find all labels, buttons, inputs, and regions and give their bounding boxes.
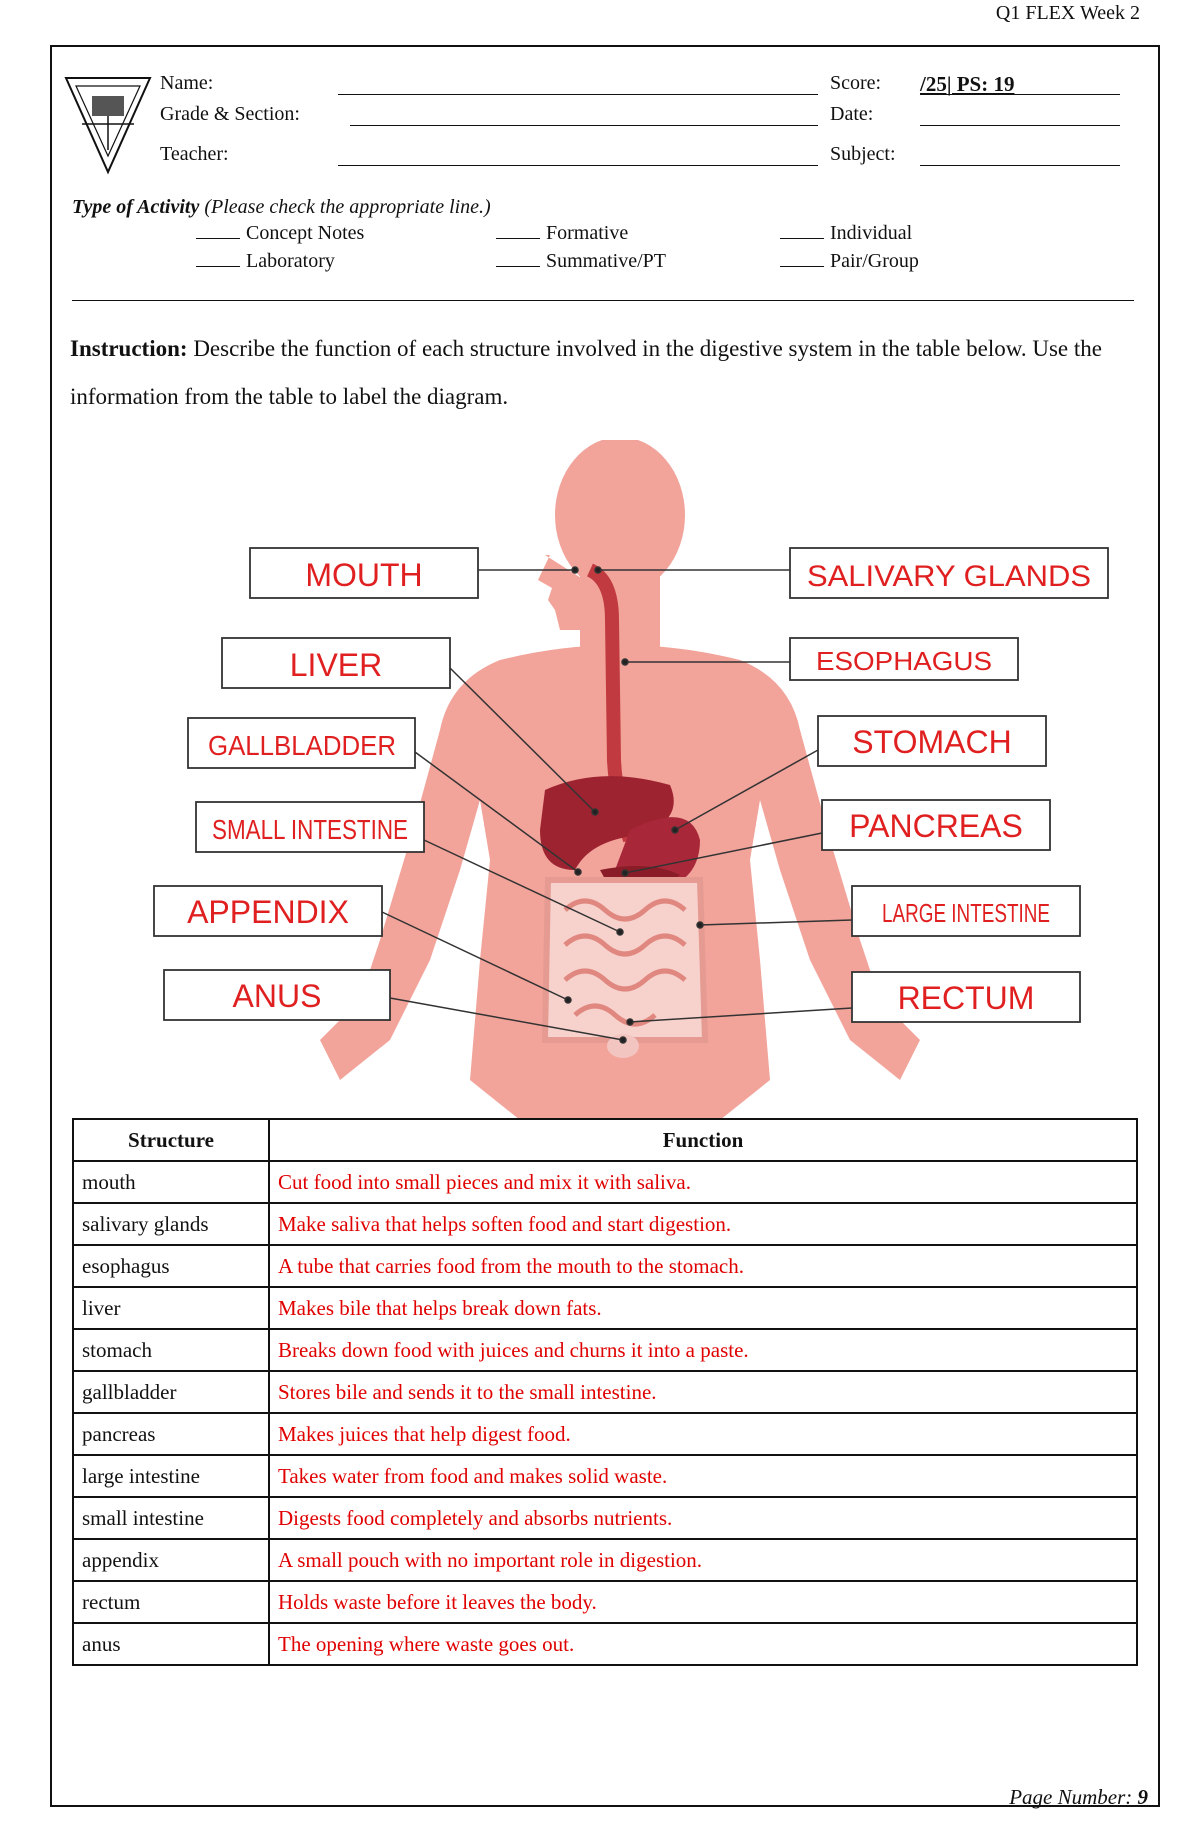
structure-column-header: Structure: [73, 1119, 269, 1161]
esophagus-label: ESOPHAGUS: [816, 646, 992, 676]
score-field[interactable]: [920, 94, 1120, 95]
function-column-header: Function: [269, 1119, 1137, 1161]
function-table: [72, 1118, 1138, 1666]
function-cell: The opening where waste goes out.: [269, 1623, 1137, 1665]
structure-cell: appendix: [73, 1539, 269, 1581]
table-row: [73, 1161, 1137, 1203]
function-cell: Digests food completely and absorbs nutrients.: [269, 1497, 1137, 1539]
grade-section-field[interactable]: [350, 125, 818, 126]
appendix-label: APPENDIX: [187, 894, 349, 930]
table-row: [73, 1497, 1137, 1539]
table-row: [73, 1329, 1137, 1371]
option-summative[interactable]: Summative/PT: [496, 250, 666, 273]
function-cell: Make saliva that helps soften food and start digestion.: [269, 1203, 1137, 1245]
structure-cell: salivary glands: [73, 1203, 269, 1245]
function-cell: Breaks down food with juices and churns it into a paste.: [269, 1329, 1137, 1371]
option-formative[interactable]: Formative: [496, 222, 628, 245]
name-label: Name:: [160, 72, 214, 94]
date-field[interactable]: [920, 125, 1120, 126]
liver-label: LIVER: [289, 647, 383, 683]
instruction-text: Instruction: Describe the function of each structure involved in the digestive system in the table below. Use the information from the table to label the diagram.: [70, 336, 1102, 409]
teacher-label: Teacher:: [160, 143, 229, 165]
structure-cell: rectum: [73, 1581, 269, 1623]
structure-cell: large intestine: [73, 1455, 269, 1497]
salivary-glands-label: SALIVARY GLANDS: [807, 560, 1091, 593]
school-logo: [62, 74, 154, 176]
section-divider: [72, 300, 1134, 301]
structure-cell: stomach: [73, 1329, 269, 1371]
anus-label: ANUS: [232, 978, 322, 1014]
structure-cell: mouth: [73, 1161, 269, 1203]
digestive-system-diagram: [0, 440, 1200, 1120]
function-cell: A tube that carries food from the mouth to the stomach.: [269, 1245, 1137, 1287]
pancreas-label: PANCREAS: [849, 808, 1023, 844]
page-number: Page Number: 9: [1009, 1785, 1148, 1809]
name-field[interactable]: [338, 94, 818, 95]
table-row: [73, 1455, 1137, 1497]
table-row: [73, 1287, 1137, 1329]
score-label: Score:: [830, 72, 882, 94]
function-cell: Takes water from food and makes solid waste.: [269, 1455, 1137, 1497]
score-value: /25| PS: 19: [920, 72, 1015, 96]
option-laboratory[interactable]: Laboratory: [196, 250, 335, 273]
structure-cell: anus: [73, 1623, 269, 1665]
table-row: [73, 1581, 1137, 1623]
structure-cell: esophagus: [73, 1245, 269, 1287]
intestines-shape: [545, 880, 705, 1058]
option-concept-notes[interactable]: Concept Notes: [196, 222, 364, 245]
teacher-field[interactable]: [338, 165, 818, 166]
week-header: Q1 FLEX Week 2: [995, 2, 1140, 24]
rectum-label: RECTUM: [897, 980, 1035, 1016]
table-row: [73, 1203, 1137, 1245]
large-intestine-label: LARGE INTESTINE: [882, 898, 1050, 928]
structure-cell: gallbladder: [73, 1371, 269, 1413]
function-cell: A small pouch with no important role in digestion.: [269, 1539, 1137, 1581]
table-header-row: [73, 1119, 1137, 1161]
small-intestine-label: SMALL INTESTINE: [212, 814, 408, 845]
structure-cell: pancreas: [73, 1413, 269, 1455]
option-individual[interactable]: Individual: [780, 222, 912, 245]
function-cell: Makes juices that help digest food.: [269, 1413, 1137, 1455]
grade-section-label: Grade & Section:: [160, 103, 300, 125]
subject-field[interactable]: [920, 165, 1120, 166]
gallbladder-label: GALLBLADDER: [208, 730, 396, 761]
option-pair-group[interactable]: Pair/Group: [780, 250, 919, 273]
stomach-label: STOMACH: [852, 724, 1012, 760]
structure-cell: liver: [73, 1287, 269, 1329]
table-row: [73, 1539, 1137, 1581]
function-cell: Stores bile and sends it to the small intestine.: [269, 1371, 1137, 1413]
structure-cell: small intestine: [73, 1497, 269, 1539]
table-row: [73, 1245, 1137, 1287]
function-cell: Cut food into small pieces and mix it with saliva.: [269, 1161, 1137, 1203]
table-row: [73, 1413, 1137, 1455]
mouth-label: MOUTH: [305, 557, 423, 593]
date-label: Date:: [830, 103, 874, 125]
subject-label: Subject:: [830, 143, 896, 165]
activity-type-title: Type of Activity (Please check the appropriate line.): [72, 196, 491, 218]
table-row: [73, 1371, 1137, 1413]
table-row: [73, 1623, 1137, 1665]
function-cell: Makes bile that helps break down fats.: [269, 1287, 1137, 1329]
function-cell: Holds waste before it leaves the body.: [269, 1581, 1137, 1623]
